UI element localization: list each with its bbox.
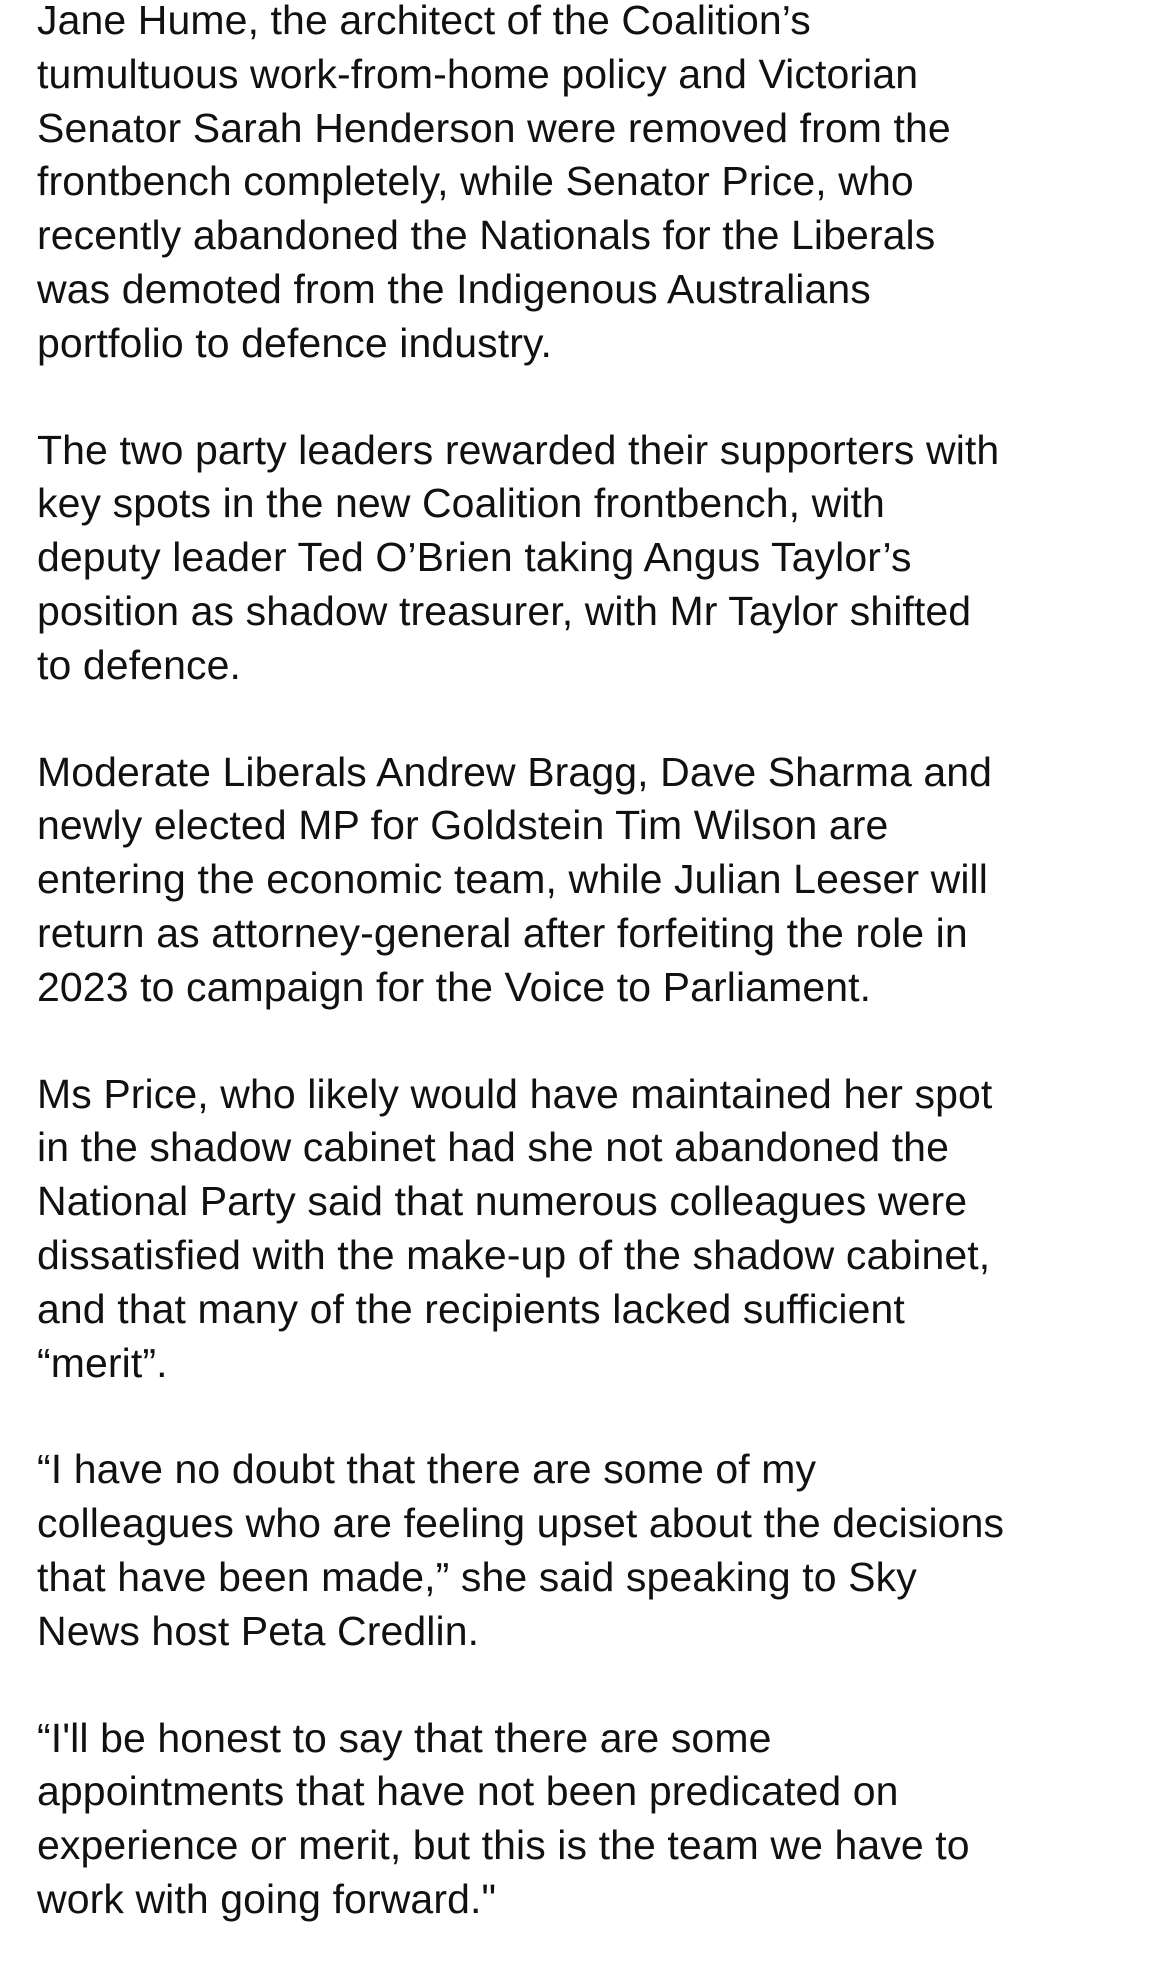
article-body	[37, 0, 1147, 1980]
paragraph-2: The two party leaders rewarded their supporters with key spots in the new Coalition frontbench, with deputy leader Ted O’Brien taking Angus Taylor’s position as shadow treasurer, with Mr Taylor shifted to defence.	[37, 426, 1000, 688]
paragraph-1: Jane Hume, the architect of the Coalition’s tumultuous work-from-home policy and Victorian Senator Sarah Henderson were removed from the frontbench completely, while Senator Price, who recently abandoned the Nationals for the Liberals was demoted from the Indigenous Australians portfolio to defence industry.	[37, 0, 951, 366]
paragraph-6: “I'll be honest to say that there are some appointments that have not been predicated on experience or merit, but this is the team we have to work with going forward."	[37, 1714, 970, 1922]
paragraph-5: “I have no doubt that there are some of my colleagues who are feeling upset about the decisions that have been made,” she said speaking to Sky News host Peta Credlin.	[37, 1446, 1005, 1654]
paragraph-4: Ms Price, who likely would have maintained her spot in the shadow cabinet had she not abandoned the National Party said that numerous colleagues were dissatisfied with the make-up of the shadow cabinet, and that many of the recipients lacked sufficient “merit”.	[37, 1070, 993, 1386]
paragraph-3: Moderate Liberals Andrew Bragg, Dave Sharma and newly elected MP for Goldstein Tim Wilson are entering the economic team, while Julian Leeser will return as attorney-general after forfeiting the role in 2023 to campaign for the Voice to Parliament.	[37, 748, 993, 1010]
